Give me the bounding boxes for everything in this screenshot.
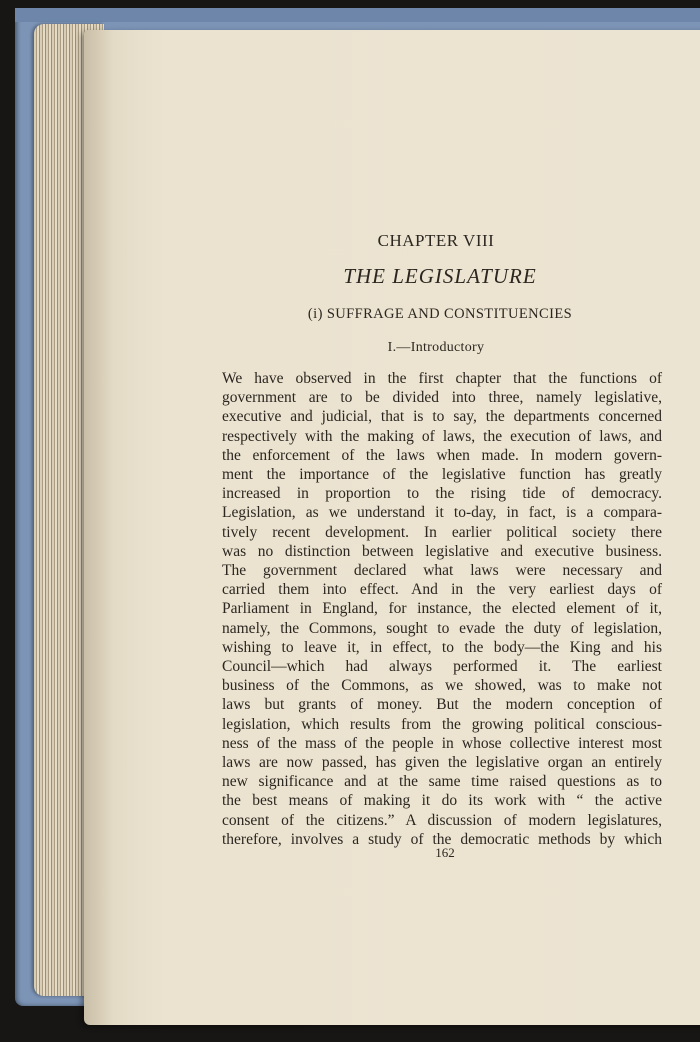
body-line: new significance and at the same time raised questions as to: [222, 773, 662, 791]
body-line: tively recent development. In earlier political society there: [222, 523, 662, 541]
body-line: executive and judicial, that is to say, the departments concerned: [222, 408, 662, 426]
body-line: increased in proportion to the rising tide of democracy.: [222, 485, 662, 503]
body-line: the best means of making it do its work with “ the active: [222, 792, 662, 810]
body-line: We have observed in the first chapter that the functions of: [222, 370, 662, 387]
chapter-label: CHAPTER VIII: [377, 231, 495, 250]
page-number: 162: [435, 845, 455, 860]
body-line: carried them into effect. And in the very earliest days of: [222, 581, 662, 599]
body-line: Legislation, as we understand it to-day, in fact, is a compara-: [222, 504, 662, 522]
body-line: government are to be divided into three, namely legislative,: [222, 389, 662, 407]
body-line: wishing to leave it, in effect, to the body—the King and his: [222, 638, 662, 656]
body-line: respectively with the making of laws, the execution of laws, and: [222, 427, 662, 445]
book-cover-top-edge: [15, 8, 700, 22]
body-line: therefore, involves a study of the democratic methods by which: [222, 830, 662, 848]
body-line: laws are now passed, has given the legislative organ an entirely: [222, 754, 662, 772]
body-line: ness of the mass of the people in whose collective interest most: [222, 734, 662, 752]
section-title: (i) SUFFRAGE AND CONSTITUENCIES: [307, 306, 573, 322]
body-line: was no distinction between legislative and executive business.: [222, 542, 662, 560]
body-line: consent of the citizens.” A discussion of modern legislatures,: [222, 811, 662, 829]
body-paragraph: [222, 369, 662, 849]
body-line: legislation, which results from the growing political conscious-: [222, 715, 662, 733]
body-line: business of the Commons, as we showed, was to make not: [222, 677, 662, 695]
body-line: Parliament in England, for instance, the elected element of it,: [222, 600, 662, 618]
body-line: The government declared what laws were necessary and: [222, 562, 662, 580]
body-line: the enforcement of the laws when made. In modern govern-: [222, 446, 662, 464]
body-line: laws but grants of money. But the modern conception of: [222, 696, 662, 714]
subsection-title: I.—Introductory: [387, 340, 485, 355]
body-line: namely, the Commons, sought to evade the duty of legislation,: [222, 619, 662, 637]
body-line: Council—which had always performed it. The earliest: [222, 658, 662, 676]
chapter-title: THE LEGISLATURE: [343, 264, 537, 288]
body-line: ment the importance of the legislative function has greatly: [222, 466, 662, 484]
